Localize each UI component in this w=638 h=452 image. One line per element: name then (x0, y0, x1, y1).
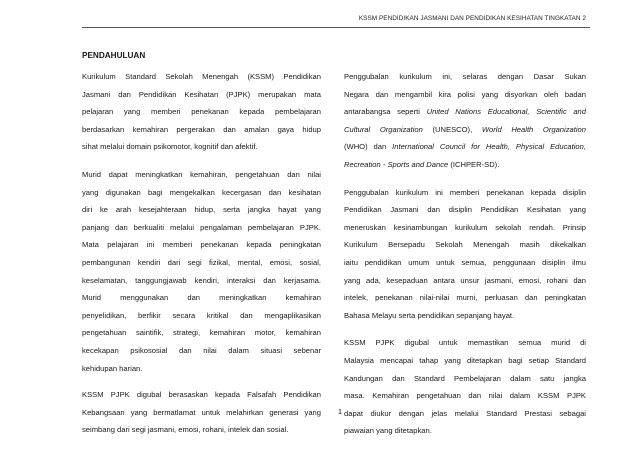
text-line: intelek, penekanan nilai-nilai murni, perluasan dan peningkatan (344, 293, 586, 303)
text-line: Kandungan dan Standard Pembelajaran dalam satu jangka (344, 373, 586, 383)
text-line: Mata pelajaran ini memberi penekanan kepada peningkatan (82, 240, 321, 250)
text-line: Kebangsaan yang bermatlamat untuk melahirkan generasi yang (82, 407, 321, 417)
text-line: pengetahuan saintifik, strategi, kemahiran motor, kemahiran (82, 328, 321, 338)
text-line (344, 121, 586, 139)
text-line: kecekapan psikososial dan nilai dalam situasi sebenar (82, 345, 321, 355)
text-line: Negara dan mengambil kira polisi yang disyorkan oleh badan (344, 89, 586, 99)
running-header: KSSM PENDIDIKAN JASMANI DAN PENDIDIKAN KESIHATAN TINGKATAN 2 (358, 15, 586, 22)
section-title: PENDAHULUAN (82, 51, 146, 60)
text-line: pembangunan kendiri dari segi fizikal, mental, emosi, sosial, (82, 257, 321, 267)
organization-name: United Nations Educational, Scientific and (426, 107, 586, 117)
right-paragraph-1 (344, 68, 586, 174)
text-line: diri ke arah kesejahteraan hidup, serta jangka hayat yang (82, 205, 321, 215)
text-run: (WHO) dan (344, 142, 393, 152)
text-line: Penggubalan kurikulum ini memberi penekanan kepada disiplin (344, 187, 586, 197)
page-number: 1 (337, 407, 343, 416)
left-column (82, 68, 321, 439)
text-line: KSSM PJPK digubal berasaskan kepada Falsafah Pendidikan (82, 390, 321, 400)
text-line: seimbang dari segi jasmani, emosi, rohani, intelek dan sosial. (82, 425, 289, 435)
text-line: Pendidikan Jasmani dan disiplin Pendidikan Kesihatan yang (344, 205, 586, 215)
text-line: Bahasa Melayu serta pendidikan sepanjang hayat. (344, 310, 515, 320)
text-line (344, 156, 586, 174)
text-line: dapat diukur dengan jelas melalui Standard Prestasi sebagai (344, 408, 586, 418)
text-line: keselamatan, tanggungjawab kendiri, interaksi dan kerjasama. (82, 275, 321, 285)
text-line: Murid dapat meningkatkan kemahiran, pengetahuan dan nilai (82, 169, 321, 179)
text-line: meneruskan kesinambungan kurikulum sekolah rendah. Prinsip (344, 222, 586, 232)
text-line: yang ada, kesepaduan antara unsur jasmani, emosi, rohani dan (344, 275, 586, 285)
text-line: piawaian yang ditetapkan. (344, 426, 432, 436)
text-line: Malaysia mencapai tahap yang ditetapkan bagi setiap Standard (344, 355, 586, 365)
text-line: penyelidikan, berfikir secara kritikal dan mengaplikasikan (82, 310, 321, 320)
text-run: (ICHPER-SD). (448, 159, 500, 169)
text-run: (UNESCO), (422, 124, 482, 134)
left-paragraph-1 (82, 68, 321, 156)
right-paragraph-2 (344, 184, 586, 325)
text-line (344, 138, 586, 156)
text-line (344, 103, 586, 121)
text-line: iaitu pendidikan umum untuk semua, penggunaan disiplin ilmu (344, 257, 586, 267)
text-line: Kurikulum Standard Sekolah Menengah (KSSM) Pendidikan (82, 72, 321, 81)
organization-name: Cultural Organization (344, 124, 423, 134)
left-paragraph-2 (82, 166, 321, 377)
organization-name: World Health Organization (481, 124, 586, 134)
text-line: Kurikulum Bersepadu Sekolah Menengah masih dikekalkan (344, 240, 586, 250)
text-line: KSSM PJPK digubal untuk memastikan semua murid di (344, 338, 586, 348)
text-line: kehidupan harian. (82, 363, 143, 373)
text-line: yang digunakan bagi mengekalkan kecergasan dan kesihatan (82, 187, 321, 197)
text-run: antarabangsa seperti (344, 107, 427, 117)
text-line: Murid menggunakan dan meningkatkan kemahiran (82, 293, 321, 303)
text-line: berdasarkan kemahiran pergerakan dan amalan gaya hidup (82, 124, 321, 134)
organization-name: International Council for Health, Physical Education, (392, 142, 586, 152)
right-column (344, 68, 586, 440)
text-line: Penggubalan kurikulum ini, selaras dengan Dasar Sukan (344, 72, 586, 81)
organization-name: Recreation - Sports and Dance (344, 159, 449, 169)
text-line: sihat melalui domain psikomotor, kognitif dan afektif. (82, 142, 258, 152)
text-line: masa. Kemahiran pengetahuan dan nilai dalam KSSM PJPK (344, 391, 586, 401)
header-rule (82, 27, 590, 28)
text-line: panjang dan berkualiti melalui pengalaman pembelajaran PJPK. (82, 222, 321, 232)
text-line: Jasmani dan Pendidikan Kesihatan (PJPK) merupakan mata (82, 89, 321, 99)
text-line: pelajaran yang memberi penekanan kepada pembelajaran (82, 107, 321, 117)
right-paragraph-3 (344, 334, 586, 440)
